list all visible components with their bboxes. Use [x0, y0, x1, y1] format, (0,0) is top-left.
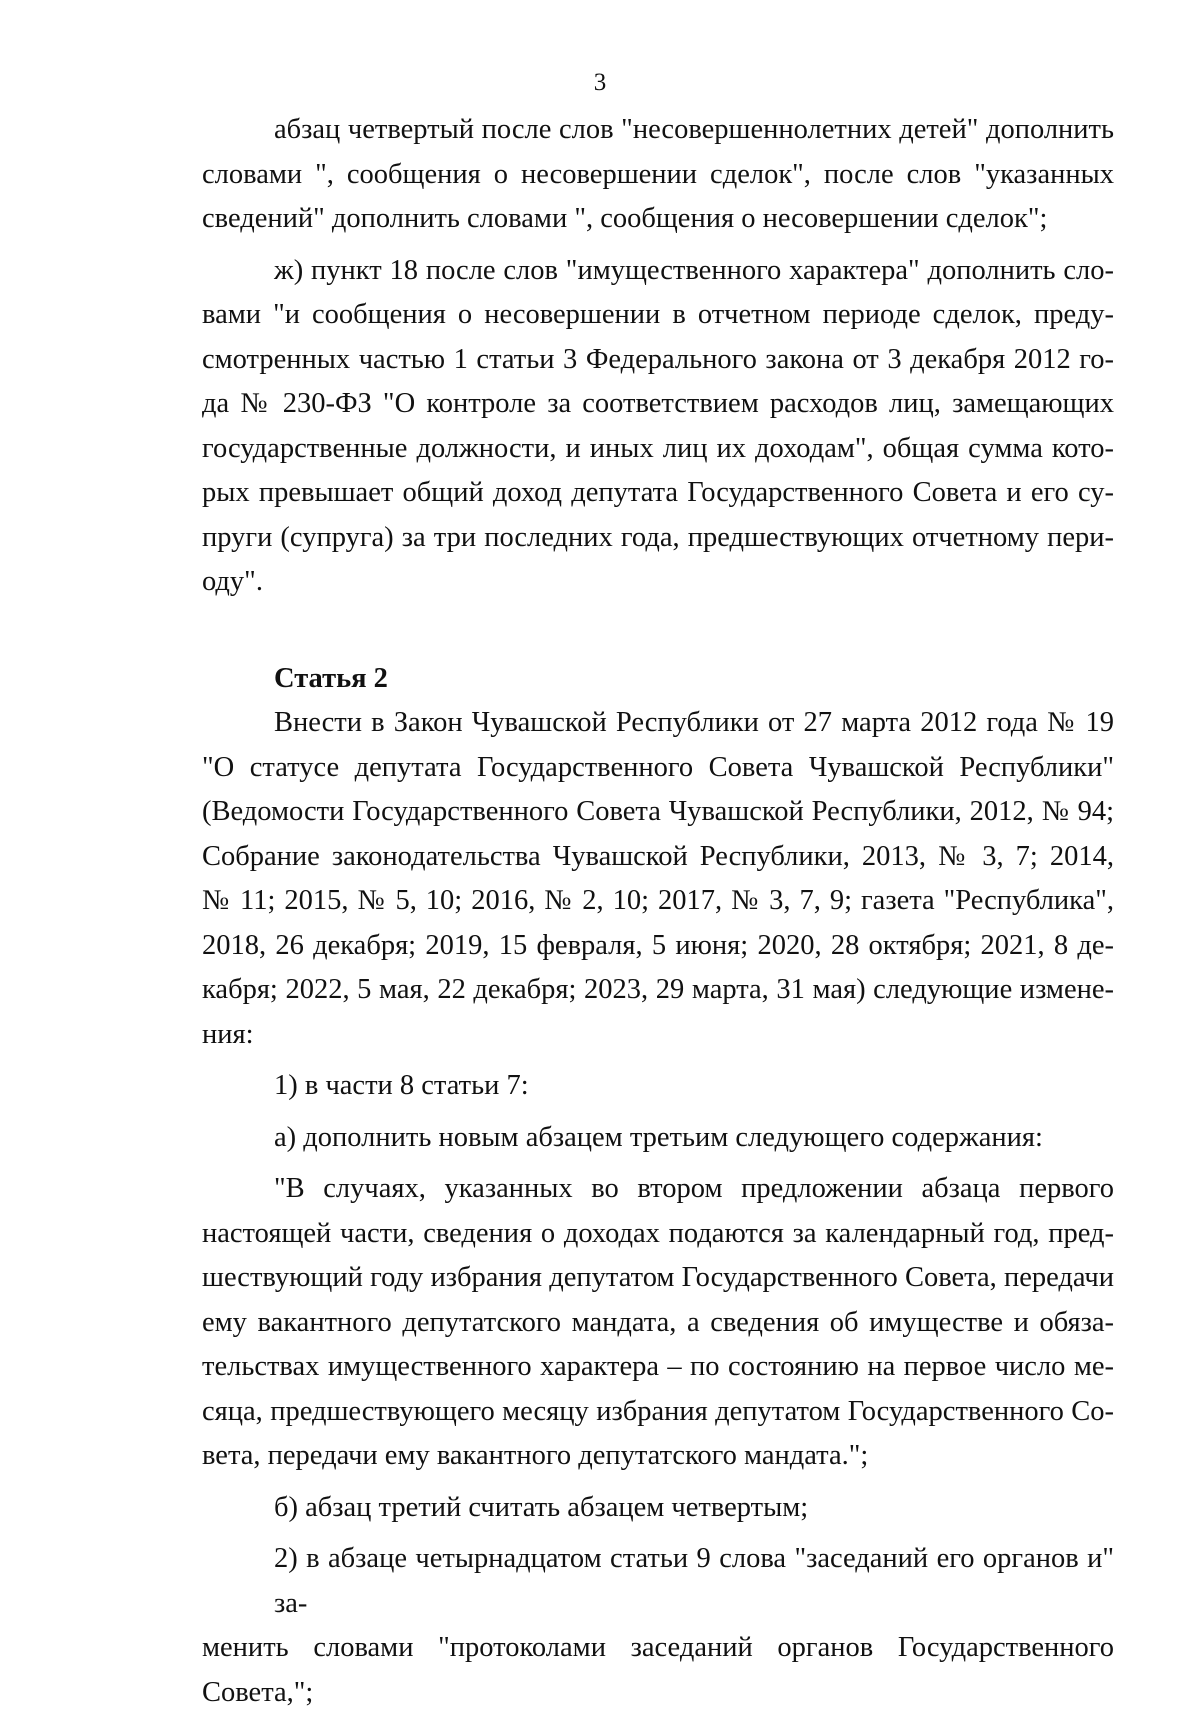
text-line: кабря; 2022, 5 мая, 22 декабря; 2023, 29 марта, 31 мая) следующие измене-: [202, 974, 1114, 1005]
document-body: [202, 108, 1114, 1715]
text-line: ему вакантного депутатского мандата, а сведения об имуществе и обяза-: [202, 1306, 1114, 1338]
text-line: вета, передачи ему вакантного депутатского мандата.";: [202, 1440, 869, 1471]
text-line: (Ведомости Государственного Совета Чувашской Республики, 2012, № 94;: [202, 796, 1114, 827]
paragraph-podpunkt-b: б) абзац третий считать абзацем четвертым;: [274, 1491, 809, 1523]
text-line: "В случаях, указанных во втором предложении абзаца первого: [274, 1173, 1114, 1204]
text-line: 2) в абзаце четырнадцатом статьи 9 слова "заседаний его органов и" за-: [274, 1543, 1114, 1619]
text-line: оду".: [202, 566, 263, 597]
text-line: сяца, предшествующего месяцу избрания депутатом Государственного Со-: [202, 1395, 1114, 1427]
paragraph-vnesti: [202, 701, 1114, 1057]
text-line: настоящей части, сведения о доходах подаются за календарный год, пред-: [202, 1217, 1114, 1249]
text-line: словами ", сообщения о несовершении сделок", после слов "указанных: [202, 158, 1114, 190]
paragraph-punkt-1: 1) в части 8 статьи 7:: [274, 1070, 529, 1101]
paragraph-quoted-insert: [202, 1167, 1114, 1479]
paragraph-podpunkt-a: а) дополнить новым абзацем третьим следующего содержания:: [274, 1121, 1043, 1153]
text-line: № 11; 2015, № 5, 10; 2016, № 2, 10; 2017, № 3, 7, 9; газета "Республика",: [202, 885, 1114, 916]
text-line: пруги (супруга) за три последних года, предшествующих отчетному пери-: [202, 521, 1114, 553]
text-line: ж) пункт 18 после слов "имущественного характера" дополнить сло-: [274, 254, 1114, 286]
text-line: "О статусе депутата Государственного Совета Чувашской Республики": [202, 751, 1114, 783]
paragraph-punkt-2: [202, 1537, 1114, 1715]
text-line: государственные должности, и иных лиц их доходам", общая сумма кото-: [202, 432, 1114, 464]
text-line: смотренных частью 1 статьи 3 Федерального закона от 3 декабря 2012 го-: [202, 343, 1114, 375]
text-line: ния:: [202, 1018, 254, 1050]
text-line: тельствах имущественного характера – по состоянию на первое число ме-: [202, 1351, 1114, 1382]
text-line: абзац четвертый после слов "несовершеннолетних детей" дополнить: [274, 114, 1114, 145]
paragraph-abzac-chetvertyi: [202, 108, 1114, 242]
article-2-heading: Статья 2: [274, 662, 388, 694]
text-line: да № 230-ФЗ "О контроле за соответствием расходов лиц, замещающих: [202, 388, 1114, 419]
text-line: 2018, 26 декабря; 2019, 15 февраля, 5 июня; 2020, 28 октября; 2021, 8 де-: [202, 929, 1114, 961]
page-number: 3: [593, 69, 607, 96]
text-line: рых превышает общий доход депутата Государственного Совета и его су-: [202, 477, 1114, 508]
text-line: Внести в Закон Чувашской Республики от 27 марта 2012 года № 19: [274, 707, 1114, 738]
text-line: шествующий году избрания депутатом Государственного Совета, передачи: [202, 1262, 1114, 1293]
text-line: менить словами "протоколами заседаний органов Государственного Совета,";: [202, 1632, 1114, 1708]
text-line: вами "и сообщения о несовершении в отчетном периоде сделок, преду-: [202, 299, 1114, 330]
paragraph-punkt-zh: [202, 249, 1114, 605]
text-line: Собрание законодательства Чувашской Республики, 2013, № 3, 7; 2014,: [202, 840, 1114, 872]
text-line: сведений" дополнить словами ", сообщения о несовершении сделок";: [202, 203, 1048, 234]
